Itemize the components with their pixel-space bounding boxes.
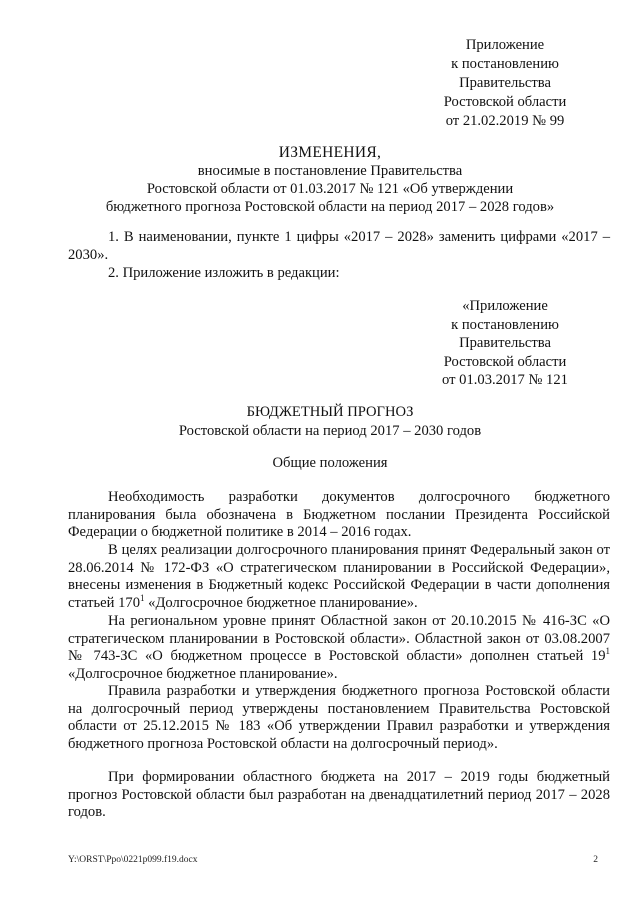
file-path: Y:\ORST\Ppo\0221p099.f19.docx [68,855,198,865]
page-number: 2 [593,855,598,865]
paragraph [68,542,610,612]
paragraph: Правила разработки и утверждения бюджетного прогноза Ростовской области на долгосрочный период утверждены постановлением Правительства Ростовской области от 25.12.2015 № 183 «Об утверждении Правил разработки и утверждения бюджетного прогноза Ростовской области на долгосрочный период». [68,683,610,752]
amendment-item: 1. В наименовании, пункте 1 цифры «2017 – 2028» заменить цифрами «2017 – 2030». [68,229,610,263]
amendment-item: 2. Приложение изложить в редакции: [108,265,340,281]
superscript: 1 [605,646,610,657]
approval-line: Ростовской области [443,353,567,370]
changes-subtitle-line: вносимые в постановление Правительства [197,163,463,179]
approval-line: Ростовской области [443,94,567,110]
forecast-title [50,403,610,441]
approval-line: Правительства [459,335,551,351]
section-title: Общие положения [272,455,388,471]
paragraph [68,613,610,683]
header-approval-block [420,36,590,131]
paragraph: Необходимость разработки документов долгосрочного бюджетного планирования была обозначена в Бюджетном послании Президента Российской Федерации о бюджетной политике в 2014 – 2016 годах. [68,489,610,541]
approval-line: к постановлению [451,56,559,72]
paragraph-text: В целях реализации долгосрочного планирования принят Федеральный закон от 28.06.2014 № 172-ФЗ «О стратегическом планировании в Российской Федерации», внесены изменения в Бюджетный кодекс Российской Федерации в части дополнения статьей 170 [68,542,610,611]
paragraph-text: «Долгосрочное бюджетное планирование». [68,665,338,682]
approval-line: от 21.02.2019 № 99 [445,113,565,129]
forecast-heading: БЮДЖЕТНЫЙ ПРОГНОЗ [246,404,414,420]
paragraph-text: «Долгосрочное бюджетное планирование». [144,594,418,611]
approval-line: Приложение [465,37,545,53]
approval-line: к постановлению [451,316,559,333]
approval-line: Правительства [459,75,551,91]
changes-subtitle-line: Ростовской области от 01.03.2017 № 121 «Об утверждении [146,181,514,197]
changes-subtitle-line: бюджетного прогноза Ростовской области на период 2017 – 2028 годов» [105,199,555,215]
approval-line: «Приложение [462,298,548,314]
changes-heading: ИЗМЕНЕНИЯ, [278,144,382,161]
forecast-subtitle: Ростовской области на период 2017 – 2030 годов [178,423,482,439]
paragraph-text: На региональном уровне принят Областной закон от 20.10.2015 № 416-ЗС «О стратегическом планировании в Ростовской области». Областной закон от 03.08.2007 № 743-ЗС «О бюджетном процессе в Ростовской области» дополнен статьей 19 [68,613,610,665]
changes-title [50,144,610,216]
annex-approval-block [420,297,590,390]
superscript: 1 [140,592,145,603]
paragraph: При формировании областного бюджета на 2017 – 2019 годы бюджетный прогноз Ростовской области был разработан на двенадцатилетний период 2017 – 2028 годов. [68,769,610,821]
approval-line: от 01.03.2017 № 121 [442,372,568,388]
